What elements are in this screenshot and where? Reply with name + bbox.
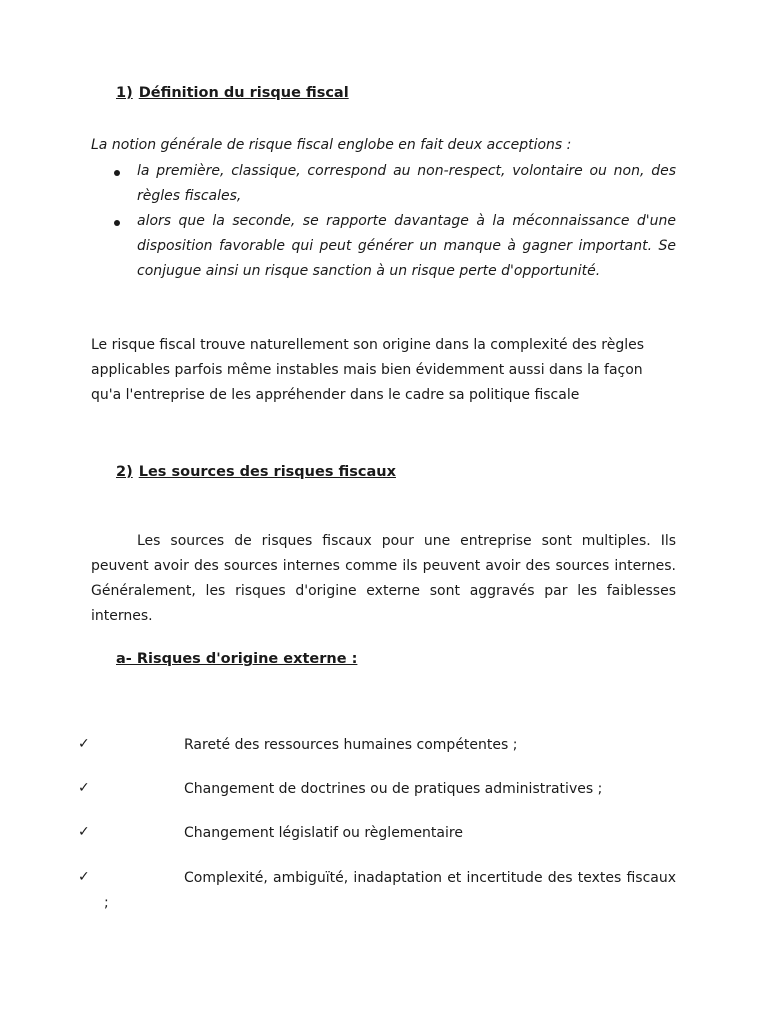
checkmark-icon: ✓ — [78, 780, 90, 796]
bullet-dot-icon — [114, 220, 120, 226]
check-item-text: Rareté des ressources humaines compétentes ; — [184, 737, 518, 753]
section-2-title: Les sources des risques fiscaux — [138, 464, 396, 480]
subsection-a-label: a- Risques d'origine externe : — [116, 651, 358, 667]
paragraph-sources — [91, 529, 676, 629]
check-item — [78, 866, 676, 916]
checkmark-icon: ✓ — [78, 824, 90, 840]
check-item-text: Complexité, ambiguïté, inadaptation et incertitude des textes fiscaux ; — [104, 870, 676, 911]
list-item-text: alors que la seconde, se rapporte davantage à la méconnaissance d'une disposition favorable qui peut générer un manque à gagner important. Se conjugue ainsi un risque sanction à un risque perte d'opportunité. — [137, 213, 676, 279]
section-2-number: 2) — [116, 464, 133, 480]
checkmark-icon: ✓ — [78, 869, 90, 885]
checkmark-icon: ✓ — [78, 736, 90, 752]
bullet-dot-icon — [114, 170, 120, 176]
list-item-text: la première, classique, correspond au non-respect, volontaire ou non, des règles fiscales, — [137, 163, 676, 204]
acceptions-list — [112, 159, 676, 284]
section-2-heading — [116, 464, 396, 480]
intro-text: La notion générale de risque fiscal englobe en fait deux acceptions : — [91, 137, 572, 153]
check-item-text: Changement de doctrines ou de pratiques administratives ; — [184, 781, 603, 797]
subsection-a-heading — [116, 651, 357, 667]
paragraph-risk-origin: Le risque fiscal trouve naturellement son origine dans la complexité des règles applicables parfois même instables mais bien évidemment aussi dans la façon qu'a l'entreprise de les appréhender dans le cadre sa politique fiscale — [91, 337, 645, 403]
check-item-text: Changement législatif ou règlementaire — [184, 825, 463, 841]
section-1-heading — [116, 85, 349, 101]
section-1-number: 1) — [116, 85, 133, 101]
section-1-title: Définition du risque fiscal — [138, 85, 349, 101]
list-item — [112, 209, 676, 284]
list-item — [112, 159, 676, 209]
paragraph-sources-text: Les sources de risques fiscaux pour une entreprise sont multiples. Ils peuvent avoir des sources internes comme ils peuvent avoir des sources internes. Généralement, les risques d'origine externe sont aggravés par les faiblesses internes. — [91, 533, 676, 624]
